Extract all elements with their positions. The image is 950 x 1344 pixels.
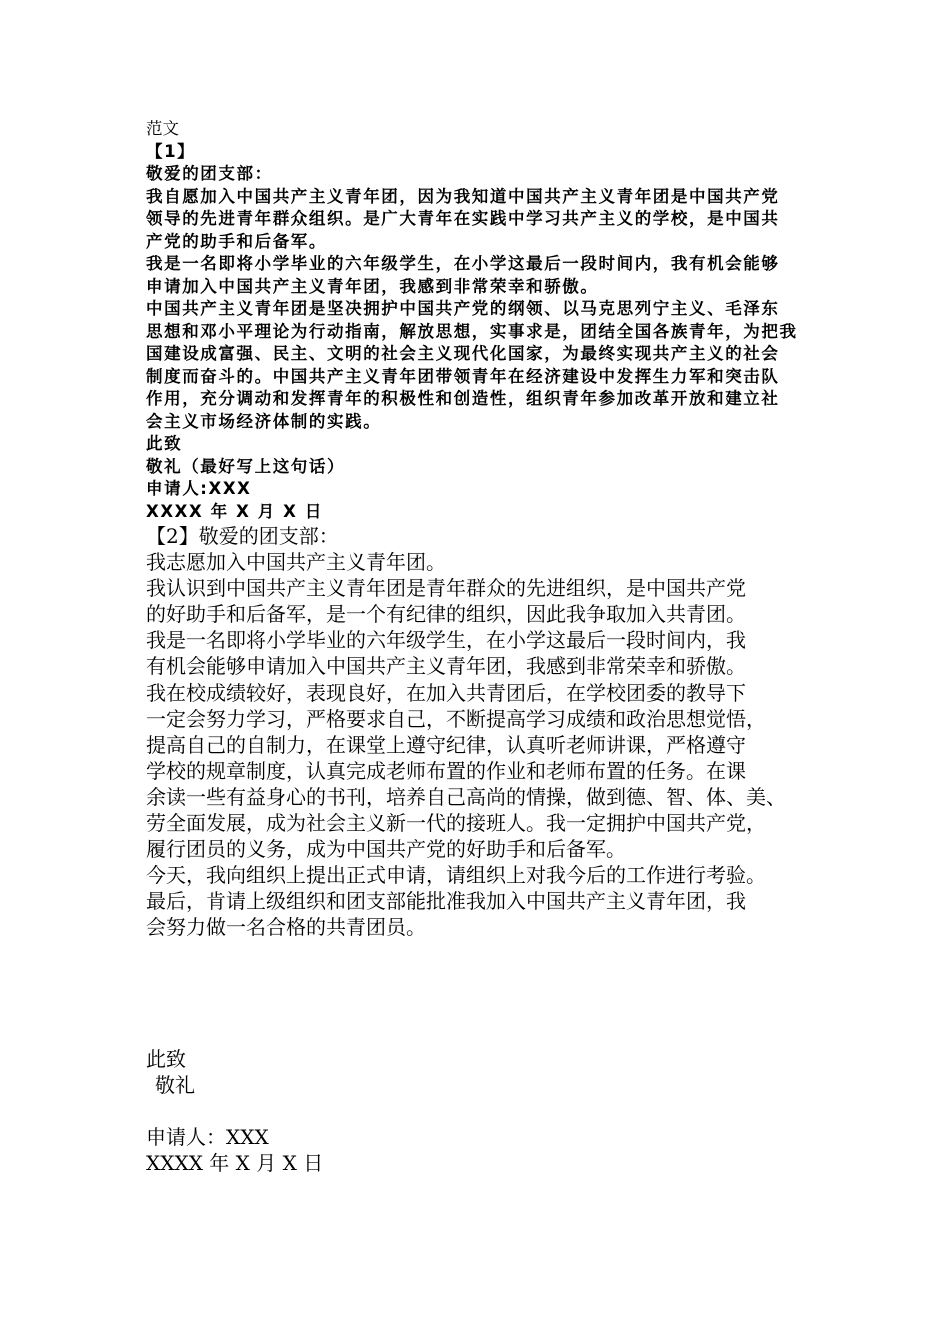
sample-2-paragraph: 今天，我向组织上提出正式申请，请组织上对我今后的工作进行考验。 (146, 863, 766, 888)
sample-2-paragraph: 我在校成绩较好，表现良好，在加入共青团后，在学校团委的教导下 一定会努力学习，严格要求自己，不断提高学习成绩和政治思想觉悟， 提高自己的自制力，在课堂上遵守纪律，认真听老师讲课，严格遵守 学校的规章制度，认真完成老师布置的作业和老师布置的任务。在课 余读一些有益身心的书刊，培养自己高尚的情操，做到德、智、体、美、 劳全面发展，成为社会主义新一代的接班人。我一定拥护中国共产党， 履行团员的义务，成为中国共产党的好助手和后备军。 (146, 680, 786, 862)
sample-2-applicant: 申请人：XXX (146, 1124, 269, 1149)
sample-1-date: XXXX 年 X 月 X 日 (146, 501, 323, 521)
sample-2-closing-line-2: 敬礼 (155, 1072, 195, 1097)
sample-1-salutation: 敬爱的团支部： (146, 164, 273, 183)
sample-2 (146, 523, 826, 1176)
sample-2-paragraph: 我认识到中国共产主义青年团是青年群众的先进组织，是中国共产党 的好助手和后备军，是一个有纪律的组织，因此我争取加入共青团。 (146, 576, 746, 627)
sample-2-paragraph: 最后，肯请上级组织和团支部能批准我加入中国共产主义青年团，我 会努力做一名合格的共青团员。 (146, 889, 746, 940)
sample-2-paragraph: 我是一名即将小学毕业的六年级学生，在小学这最后一段时间内，我 有机会能够申请加入中国共产主义青年团，我感到非常荣幸和骄傲。 (146, 628, 746, 679)
sample-2-header: 【2】敬爱的团支部： (146, 524, 339, 548)
sample-label: 范文 (146, 119, 179, 138)
sample-1-closing-line-2: 敬礼（最好写上这句话） (146, 456, 346, 476)
sample-2-date: XXXX 年 X 月 X 日 (146, 1150, 324, 1175)
sample-1-label: 【1】 (146, 141, 196, 161)
sample-2-closing-line-1: 此致 (146, 1046, 186, 1071)
sample-2-paragraph: 我志愿加入中国共产主义青年团。 (146, 550, 446, 575)
sample-1-paragraph: 中国共产主义青年团是坚决拥护中国共产党的纲领、以马克思列宁主义、毛泽东 思想和邓小平理论为行动指南，解放思想，实事求是，团结全国各族青年，为把我 国建设成富强、民主、文明的社会主义现代化国家，为最终实现共产主义的社会 制度而奋斗的。中国共产主义青年团带领青年在经济建设中发挥生力军和突击队 作用，充分调动和发挥青年的积极性和创造性，组织青年参加改革开放和建立社 会主义市场经济体制的实践。 (146, 299, 798, 431)
sample-1-paragraph: 我自愿加入中国共产主义青年团，因为我知道中国共产主义青年团是中国共产党 领导的先进青年群众组织。是广大青年在实践中学习共产主义的学校，是中国共 产党的助手和后备军。 (146, 186, 780, 251)
spacer (146, 1098, 826, 1124)
letter-content (146, 118, 826, 1176)
sample-1-paragraph: 我是一名即将小学毕业的六年级学生，在小学这最后一段时间内，我有机会能够 申请加入中国共产主义青年团，我感到非常荣幸和骄傲。 (146, 254, 780, 296)
sample-1-applicant: 申请人:XXX (146, 479, 252, 498)
spacer (146, 941, 826, 1046)
sample-1-closing-line-1: 此致 (146, 434, 183, 453)
sample-1 (146, 141, 826, 524)
